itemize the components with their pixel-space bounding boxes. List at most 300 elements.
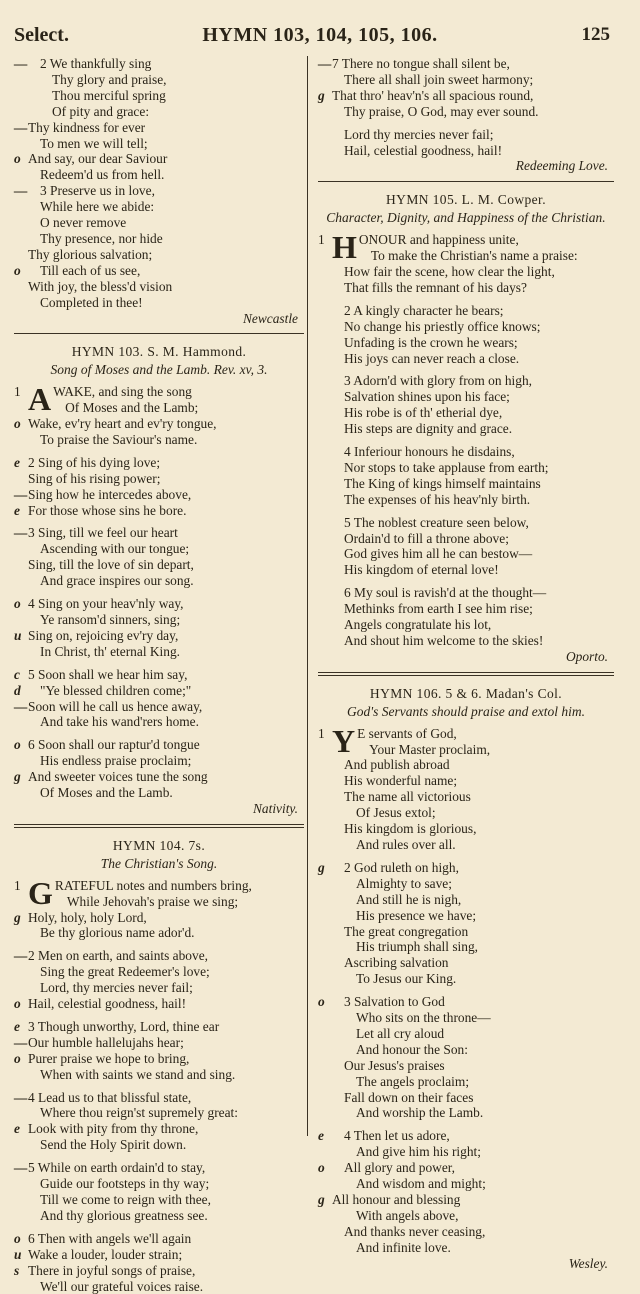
verse-line (318, 1176, 614, 1192)
verse-line (14, 1137, 304, 1153)
dynamic-mark (318, 444, 332, 460)
verse-line: RATEFUL notes and numbers bring, (54, 877, 252, 893)
verse-line: E servants of God, (357, 725, 457, 741)
dynamic-mark (318, 773, 332, 789)
verse-line (318, 860, 614, 876)
dynamic-mark (318, 1144, 332, 1160)
dynamic-mark (14, 644, 28, 660)
verse-line (318, 264, 614, 280)
dynamic-mark (14, 1279, 28, 1294)
verse-text: 3 Sing, till we feel our heart (28, 525, 178, 541)
verse-line (14, 1263, 304, 1279)
verse-line (318, 444, 614, 460)
verse-text: And shout him welcome to the skies! (344, 633, 544, 648)
first-verse-opening: 1 Y E servants of God, Your Master proclaim, (318, 722, 491, 759)
verse-text: 2 Sing of his dying love; (28, 454, 161, 470)
dynamic-mark (318, 1010, 332, 1026)
verse-line (14, 1121, 304, 1137)
verse-text: And wisdom and might; (356, 1176, 486, 1192)
verse-text: Till we come to reign with thee, (40, 1192, 211, 1207)
verse-text: His kingdom of eternal love! (344, 562, 499, 578)
hymn-105 (318, 192, 614, 664)
hymn-106 (318, 686, 614, 1272)
dynamic-mark: o (318, 994, 325, 1010)
dynamic-mark: o (14, 1230, 21, 1246)
verse-text: Unfading is the crown he wears; (344, 334, 518, 350)
verse-line (14, 432, 304, 448)
dynamic-mark (14, 1208, 28, 1224)
section-rule (318, 181, 614, 182)
verse-line: To make the Christian's name a praise: (370, 248, 578, 264)
verse-line (318, 303, 614, 319)
verse-line (318, 88, 614, 104)
dynamic-mark: o (14, 1050, 21, 1066)
dynamic-mark: o (14, 737, 21, 753)
verse-text: His kingdom is glorious, (344, 821, 477, 837)
verse-text: With angels above, (356, 1207, 459, 1223)
verse-line (318, 460, 614, 476)
tune-name: Redeeming Love. (515, 158, 608, 174)
verse-text: 4 Sing on your heav'nly way, (28, 596, 184, 612)
verse-text: The great congregation (344, 923, 469, 939)
verse-text: How fair the scene, how clear the light, (344, 263, 555, 279)
verse-text: Ascending with our tongue; (40, 541, 190, 557)
verse-text: Hail, celestial goodness, hail! (344, 142, 503, 158)
dynamic-mark (14, 557, 28, 573)
verse-line (14, 416, 304, 432)
verse-text: Look with pity from thy throne, (28, 1121, 199, 1137)
verse-text: 5 Soon shall we hear him say, (28, 666, 188, 682)
verse-text: There in joyful songs of praise, (28, 1262, 196, 1278)
verse-line: While Jehovah's praise we sing; (66, 893, 239, 909)
dynamic-mark (14, 980, 28, 996)
verse-line (318, 373, 614, 389)
verse-line (14, 557, 304, 573)
verse-text: His presence we have; (356, 907, 477, 923)
hymn-103 (14, 344, 304, 816)
verse-line (318, 319, 614, 335)
verse-line (14, 215, 304, 231)
dynamic-mark: — (14, 1034, 28, 1050)
dynamic-mark (318, 821, 332, 837)
dynamic-mark (318, 876, 332, 892)
verse-line (14, 910, 304, 926)
dynamic-mark: g (318, 87, 325, 103)
verse-line (318, 515, 614, 531)
dynamic-mark: — (14, 1160, 28, 1176)
dynamic-mark (14, 1105, 28, 1121)
verse-line (318, 789, 614, 805)
verse-line (14, 1279, 304, 1294)
verse-line (318, 1240, 614, 1256)
verse-text: And thanks never ceasing, (344, 1223, 486, 1239)
stanza-gap (14, 1083, 304, 1090)
verse-text: Holy, holy, holy Lord, (28, 909, 147, 925)
dynamic-mark: — (14, 1089, 28, 1105)
dynamic-mark (318, 789, 332, 805)
dynamic-mark (14, 104, 28, 120)
verse-text: Completed in thee! (40, 294, 143, 310)
verse-line (14, 231, 304, 247)
verse-text: Angels congratulate his lot, (344, 617, 492, 633)
stanza-gap (14, 518, 304, 525)
verse-line (318, 1128, 614, 1144)
dynamic-mark: g (318, 859, 325, 875)
dynamic-mark (318, 892, 332, 908)
verse-text: And thy glorious greatness see. (40, 1207, 208, 1223)
verse-text: Soon will he call us hence away, (28, 698, 203, 714)
verse-text: And give him his right; (356, 1144, 481, 1160)
dynamic-mark (318, 421, 332, 437)
verse-line (14, 279, 304, 295)
verse-line (14, 1247, 304, 1263)
hymn-title: HYMN 105. L. M. Cowper. (386, 192, 546, 208)
section-rule (318, 672, 614, 676)
verse-text: For those whose sins he bore. (28, 502, 187, 518)
verse-line (14, 769, 304, 785)
verse-line (14, 1160, 304, 1176)
dynamic-mark (14, 612, 28, 628)
verse-line (14, 1231, 304, 1247)
dynamic-mark (14, 432, 28, 448)
dynamic-mark (318, 476, 332, 492)
section-label: Select. (14, 24, 69, 46)
verse-line (318, 72, 614, 88)
dynamic-mark (318, 280, 332, 296)
dynamic-mark (318, 303, 332, 319)
dynamic-mark: s (14, 1262, 20, 1278)
dynamic-mark (318, 264, 332, 280)
verse-text: Sing, till the love of sin depart, (28, 557, 194, 573)
verse-text: His endless praise proclaim; (40, 753, 192, 769)
verse-text: Send the Holy Spirit down. (40, 1137, 187, 1153)
verse-text: Sing how he intercedes above, (28, 486, 192, 502)
dynamic-mark: c (14, 666, 20, 682)
stanza-gap (14, 1012, 304, 1019)
verse-text: 5 While on earth ordain'd to stay, (28, 1160, 206, 1176)
verse-text: And worship the Lamb. (356, 1105, 484, 1121)
dynamic-mark (318, 143, 332, 159)
hymn-subtitle: Character, Dignity, and Happiness of the Christian. (326, 210, 606, 226)
stanza-gap (318, 578, 614, 585)
verse-line (318, 405, 614, 421)
dynamic-mark (318, 492, 332, 508)
verse-text: His robe is of th' etherial dye, (344, 405, 503, 421)
stanza-gap (318, 120, 614, 127)
dynamic-mark: o (14, 596, 21, 612)
dynamic-mark (14, 136, 28, 152)
verse-line (14, 612, 304, 628)
verse-text: And publish abroad (344, 757, 450, 773)
verse-line (318, 389, 614, 405)
dynamic-mark (14, 573, 28, 589)
verse-line (318, 1224, 614, 1240)
verse-text: No change his priestly office knows; (344, 318, 541, 334)
verse-text: 6 My soul is ravish'd at the thought— (344, 585, 547, 601)
dynamic-mark: o (14, 151, 21, 167)
verse-line (318, 837, 614, 853)
verse-text: We'll our grateful voices raise. (40, 1278, 204, 1294)
verse-line (318, 805, 614, 821)
verse-text: While here we abide: (40, 199, 155, 215)
dynamic-mark (318, 805, 332, 821)
verse-text: Till each of us see, (40, 262, 141, 278)
verse-text: 2 God ruleth on high, (344, 859, 459, 875)
verse-text: And take his wand'rers home. (40, 714, 199, 730)
verse-text: And still he is nigh, (356, 891, 462, 907)
verse-line (318, 757, 614, 773)
verse-line (14, 1192, 304, 1208)
dynamic-mark (318, 104, 332, 120)
dynamic-mark (318, 1224, 332, 1240)
verse-text: That fills the remnant of his days? (344, 279, 527, 295)
verse-text: His wonderful name; (344, 773, 458, 789)
dynamic-mark (318, 633, 332, 649)
verse-text: His joys can never reach a close. (344, 350, 520, 366)
verse-text: 6 Then with angels we'll again (28, 1230, 192, 1246)
verse-line: Your Master proclaim, (369, 741, 491, 757)
verse-text: 3 Adorn'd with glory from on high, (344, 373, 533, 389)
dynamic-mark (318, 460, 332, 476)
verse-text: Lord, thy mercies never fail; (40, 980, 193, 996)
verse-text: The King of kings himself maintains (344, 475, 541, 491)
verse-line (318, 1042, 614, 1058)
verse-text: Our humble hallelujahs hear; (28, 1034, 184, 1050)
verse-text: To praise the Saviour's name. (40, 431, 198, 447)
page-number: 125 (581, 24, 610, 45)
dynamic-mark (318, 1105, 332, 1121)
dynamic-mark (14, 1137, 28, 1153)
drop-cap: Y (332, 722, 356, 759)
tune-name: Wesley. (568, 1255, 608, 1271)
verse-text: The expenses of his heav'nly birth. (344, 491, 531, 507)
verse-line (14, 980, 304, 996)
verse-text: 2 We thankfully sing (40, 56, 152, 71)
verse-text: Guide our footsteps in thy way; (40, 1176, 210, 1192)
verse-text: Hail, celestial goodness, hail! (28, 996, 187, 1012)
dynamic-mark (318, 531, 332, 547)
verse-text: 3 Preserve us in love, (40, 183, 155, 199)
verse-text: Sing the great Redeemer's love; (40, 964, 210, 980)
right-column (318, 56, 614, 1272)
drop-cap: G (28, 874, 53, 911)
verse-line (14, 295, 304, 311)
stanza-gap (318, 437, 614, 444)
dynamic-mark (318, 971, 332, 987)
dynamic-mark: g (318, 1192, 325, 1207)
verse-line (14, 714, 304, 730)
verse-line (318, 492, 614, 508)
dynamic-mark (318, 562, 332, 578)
verse-text: Redeem'd us from hell. (40, 167, 165, 183)
verse-line (14, 120, 304, 136)
dynamic-mark: o (318, 1160, 325, 1176)
verse-line (14, 683, 304, 699)
verse-text: To Jesus our King. (356, 971, 457, 987)
dynamic-mark (14, 295, 28, 311)
dynamic-mark (14, 247, 28, 263)
verse-text: Let all cry aloud (356, 1025, 445, 1041)
dynamic-mark: — (14, 525, 28, 541)
dynamic-mark (14, 964, 28, 980)
verse-text: Purer praise we hope to bring, (28, 1050, 190, 1066)
verse-line (318, 601, 614, 617)
stanza-gap (318, 853, 614, 860)
verse-text: Ascribing salvation (344, 955, 449, 971)
verse-line (318, 476, 614, 492)
dynamic-mark: o (14, 262, 21, 278)
verse-line (318, 908, 614, 924)
verse-text: Sing on, rejoicing ev'ry day, (28, 627, 179, 643)
hymn-104 (14, 838, 304, 1294)
verse-line (14, 596, 304, 612)
dynamic-mark (14, 1192, 28, 1208)
verse-line (318, 939, 614, 955)
verse-text: 3 Though unworthy, Lord, thine ear (28, 1018, 220, 1034)
dynamic-mark (318, 389, 332, 405)
dynamic-mark (318, 1026, 332, 1042)
verse-text: All honour and blessing (332, 1192, 461, 1207)
verse-text: Wake, ev'ry heart and ev'ry tongue, (28, 416, 217, 432)
dynamic-mark (14, 1176, 28, 1192)
verse-text: Thy kindness for ever (28, 119, 146, 135)
verse-line (318, 955, 614, 971)
verse-line (318, 1160, 614, 1176)
verse-text: 7 There no tongue shall silent be, (332, 56, 510, 71)
verse-text: 3 Salvation to God (344, 994, 445, 1010)
verse-text: 4 Lead us to that blissful state, (28, 1089, 192, 1105)
stanza-gap (14, 589, 304, 596)
verse-line (14, 167, 304, 183)
dynamic-mark (318, 515, 332, 531)
verse-text: 2 Men on earth, and saints above, (28, 948, 208, 964)
verse-text: That thro' heav'n's all spacious round, (332, 87, 534, 103)
verse-text: 5 The noblest creature seen below, (344, 514, 529, 530)
dynamic-mark (14, 471, 28, 487)
dynamic-mark: — (318, 56, 332, 71)
verse-line (14, 72, 304, 88)
verse-line (14, 263, 304, 279)
verse-text: And infinite love. (356, 1239, 451, 1255)
stanza-gap (14, 1224, 304, 1231)
verse-text: Fall down on their faces (344, 1089, 474, 1105)
verse-line (14, 1208, 304, 1224)
verse-text: Be thy glorious name ador'd. (40, 925, 195, 941)
verse-text: Almighty to save; (356, 875, 452, 891)
verse-text: Of pity and grace: (52, 103, 150, 119)
page-header (14, 24, 626, 50)
section-rule (14, 333, 304, 334)
verse-text: His triumph shall sing, (356, 939, 479, 955)
tune-name: Newcastle (242, 310, 298, 326)
dynamic-mark (14, 72, 28, 88)
verse-line (318, 421, 614, 437)
verse-line (14, 667, 304, 683)
dynamic-mark: g (14, 909, 21, 925)
dynamic-mark (14, 279, 28, 295)
verse-line (318, 1105, 614, 1121)
verse-line (14, 1067, 304, 1083)
dynamic-mark (318, 335, 332, 351)
verse-text: To men we will tell; (40, 135, 148, 151)
dynamic-mark: — (14, 183, 28, 199)
page-title: HYMN 103, 104, 105, 106. (202, 24, 438, 46)
verse-text: Lord thy mercies never fail; (344, 126, 494, 142)
verse-line (14, 925, 304, 941)
verse-text: Thy presence, nor hide (40, 230, 163, 246)
stanza-gap (14, 660, 304, 667)
verse-text: O never remove (40, 215, 127, 231)
dynamic-mark: — (14, 698, 28, 714)
verse-text: 4 Then let us adore, (344, 1128, 450, 1144)
stanza-gap (318, 1121, 614, 1128)
verse-line (318, 1144, 614, 1160)
dynamic-mark (14, 541, 28, 557)
dynamic-mark (318, 351, 332, 367)
verse-text: Wake a louder, louder strain; (28, 1246, 183, 1262)
dynamic-mark: e (14, 502, 20, 518)
hymn-subtitle: The Christian's Song. (100, 855, 218, 871)
dynamic-mark (318, 373, 332, 389)
hymn-subtitle: God's Servants should praise and extol him. (347, 703, 585, 719)
dynamic-mark (318, 319, 332, 335)
dynamic-mark: — (14, 948, 28, 964)
verse-text: The name all victorious (344, 789, 471, 805)
verse-line (318, 335, 614, 351)
hymn-104-continuation (318, 56, 614, 158)
dynamic-mark (14, 753, 28, 769)
dynamic-mark (14, 215, 28, 231)
verse-line (14, 199, 304, 215)
first-verse-opening: 1 G RATEFUL notes and numbers bring, While Jehovah's praise we sing; (14, 874, 252, 911)
verse-text: There all shall join sweet harmony; (344, 71, 534, 87)
verse-text: Where thou reign'st supremely great: (40, 1105, 238, 1121)
hymn-title: HYMN 104. 7s. (112, 837, 206, 853)
dynamic-mark (14, 167, 28, 183)
verse-line (318, 1208, 614, 1224)
verse-line (14, 964, 304, 980)
verse-text: Nor stops to take applause from earth; (344, 459, 549, 475)
left-column (14, 56, 304, 1294)
verse-line (14, 136, 304, 152)
dynamic-mark (318, 924, 332, 940)
verse-line (14, 56, 304, 72)
stanza-gap (318, 508, 614, 515)
verse-line (318, 546, 614, 562)
dynamic-mark (318, 72, 332, 88)
verse-text: All glory and power, (344, 1160, 456, 1176)
verse-line (318, 994, 614, 1010)
verse-text: His steps are dignity and grace. (344, 421, 513, 437)
verse-line (318, 562, 614, 578)
verse-line (14, 1090, 304, 1106)
verse-line (318, 127, 614, 143)
dynamic-mark (318, 546, 332, 562)
dynamic-mark: — (14, 486, 28, 502)
dynamic-mark (318, 405, 332, 421)
verse-text: Salvation shines upon his face; (344, 389, 510, 405)
verse-line (318, 56, 614, 72)
verse-line (14, 785, 304, 801)
dynamic-mark (318, 1058, 332, 1074)
verse-line (14, 1176, 304, 1192)
verse-line (318, 876, 614, 892)
dynamic-mark (318, 1042, 332, 1058)
hymn-title: HYMN 103. S. M. Hammond. (71, 344, 247, 360)
verse-line (14, 455, 304, 471)
verse-line (14, 183, 304, 199)
dynamic-mark (14, 199, 28, 215)
